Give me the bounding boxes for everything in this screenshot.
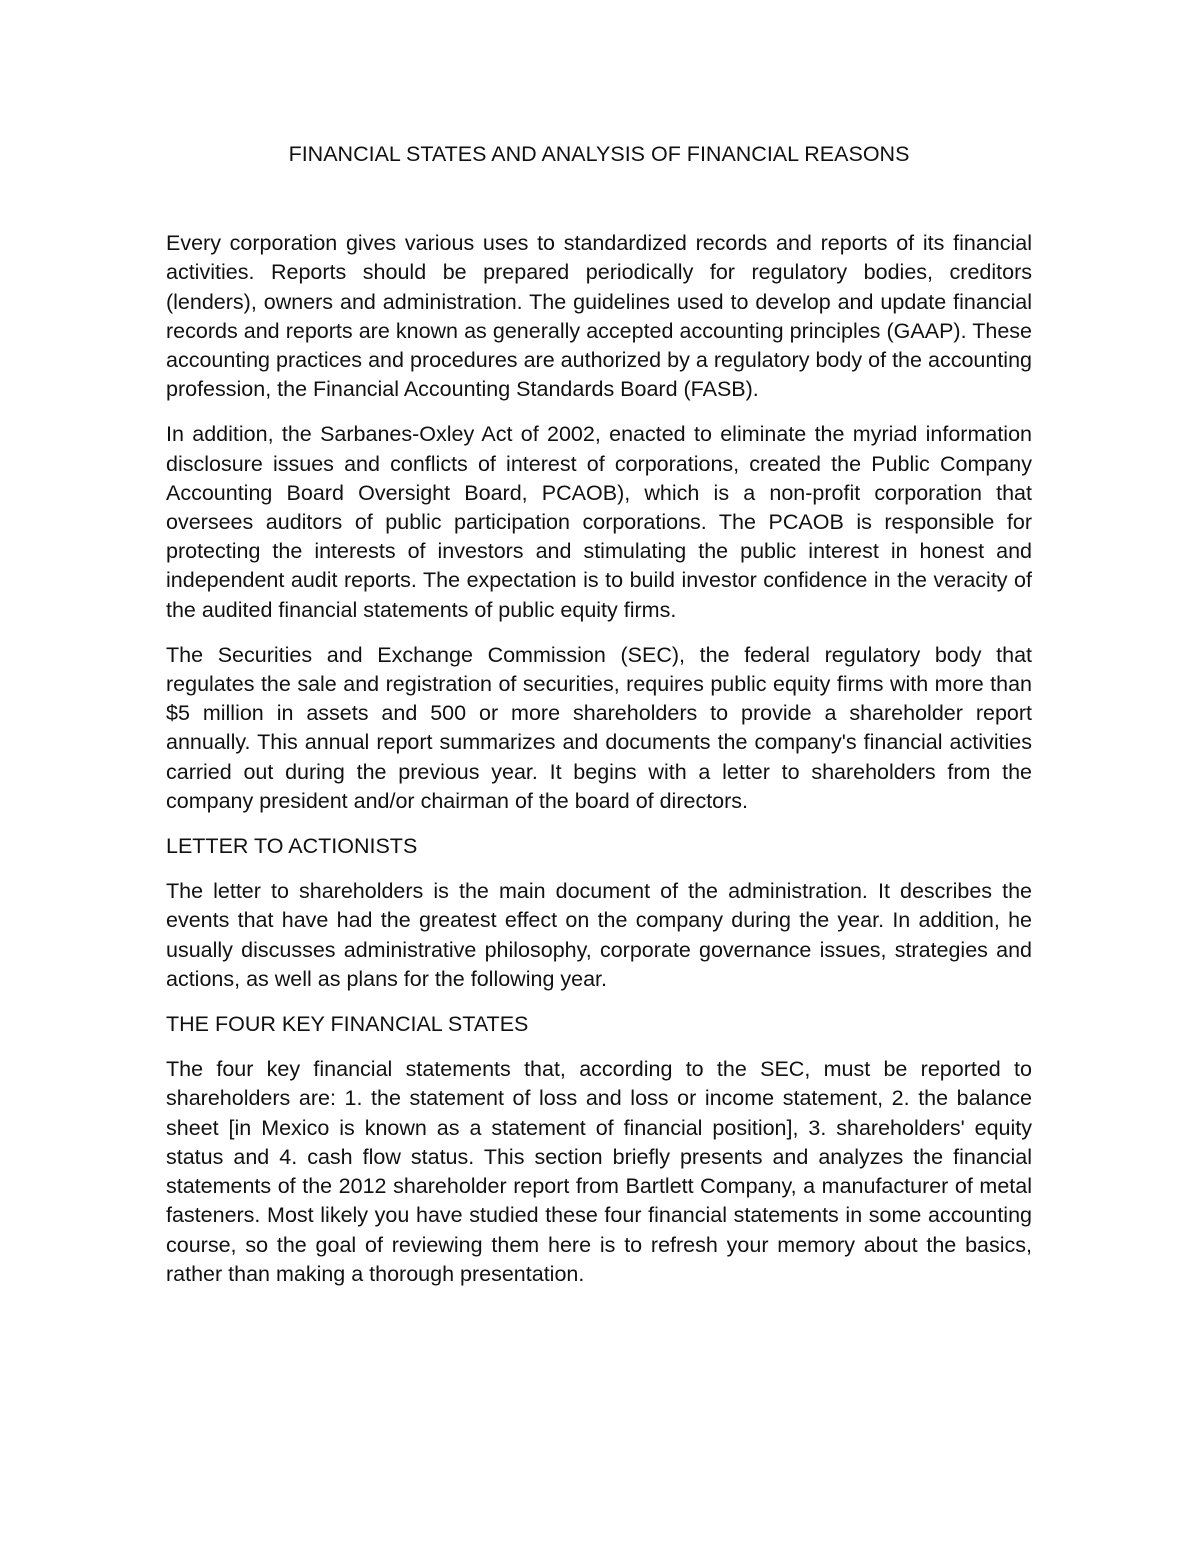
paragraph-sarbanes-oxley: In addition, the Sarbanes-Oxley Act of 2002, enacted to eliminate the myriad information disclosure issues and conflicts of interest of corporations, created the Public Company Accounting Board Oversight Board, PCAOB), which is a non-profit corporation that oversees auditors of public participation corporations. The PCAOB is responsible for protecting the interests of investors and stimulating the public interest in honest and independent audit reports. The expectation is to build investor confidence in the veracity of the audited financial statements of public equity firms.	[166, 422, 1032, 622]
paragraph-sec: The Securities and Exchange Commission (SEC), the federal regulatory body that regulates the sale and registration of securities, requires public equity firms with more than $5 million in assets and 500 or more shareholders to provide a shareholder report annually. This annual report summarizes and documents the company's financial activities carried out during the previous year. It begins with a letter to shareholders from the company president and/or chairman of the board of directors.	[166, 642, 1032, 813]
paragraph-gaap: Every corporation gives various uses to standardized records and reports of its financial activities. Reports should be prepared periodically for regulatory bodies, creditors (lenders), owners and administration. The guidelines used to develop and update financial records and reports are known as generally accepted accounting principles (GAAP). These accounting practices and procedures are authorized by a regulatory body of the accounting profession, the Financial Accounting Standards Board (FASB).	[166, 231, 1032, 402]
section-heading-letter: LETTER TO ACTIONISTS	[166, 834, 418, 859]
document-body	[166, 140, 1032, 1305]
section-heading-four-states: THE FOUR KEY FINANCIAL STATES	[166, 1012, 529, 1037]
paragraph-four-states: The four key financial statements that, according to the SEC, must be reported to shareholders are: 1. the statement of loss and loss or income statement, 2. the balance sheet [in Mexico is known as a statement of financial position], 3. shareholders' equity status and 4. cash flow status. This section briefly presents and analyzes the financial statements of the 2012 shareholder report from Bartlett Company, a manufacturer of metal fasteners. Most likely you have studied these four financial statements in some accounting course, so the goal of reviewing them here is to refresh your memory about the basics, rather than making a thorough presentation.	[166, 1057, 1032, 1286]
document-title: FINANCIAL STATES AND ANALYSIS OF FINANCIAL REASONS	[288, 142, 910, 166]
paragraph-letter: The letter to shareholders is the main document of the administration. It describes the events that have had the greatest effect on the company during the year. In addition, he usually discusses administrative philosophy, corporate governance issues, strategies and actions, as well as plans for the following year.	[166, 879, 1032, 991]
